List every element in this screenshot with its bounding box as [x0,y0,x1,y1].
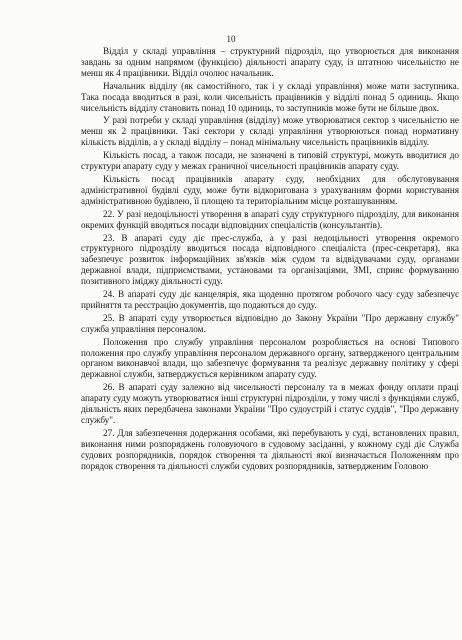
paragraph: Положення про службу управління персоналом розробляється на основі Типового положення про службу управління персоналом державного органу, затвердженого центральним органом виконавчої влади, що забезпечує формування та реалізує державну політику у сфері державної служби, затверджується керівником апарату суду. [81,336,459,380]
paragraph: 26. В апараті суду залежно від чисельності персоналу та в межах фонду оплати праці апарату суду можуть утворюватися інші структурні підрозділи, у тому числі з функціями служб, діяльність яких передбачена законами України "Про судоустрій і статус суддів", "Про державну службу". [81,382,459,425]
paragraph: У разі потреби у складі управління (відділу) може утворюватися сектор з чисельністю не менш як 2 працівники. Такі сектори у складі управління утворюються понад нормативну кількість відділів, а у складі відділу – понад мінімальну чисельність працівників відділу. [81,115,459,148]
paragraph: 24. В апараті суду діє канцелярія, яка щоденно протягом робочого часу суду забезпечує прийняття та реєстрацію документів, що подаються до суду. [81,289,459,310]
paragraph: 22. У разі недоцільності утворення в апараті суду структурного підрозділу, для виконання окремих функцій вводяться посади відповідних спеціалістів (консультантів). [81,208,459,230]
paragraph: Кількість посад, а також посади, не зазначені в типовій структурі, можуть вводитися до структури апарату суду у межах граничної чисельності працівників апарату суду. [81,150,459,172]
paragraph: 27. Для забезпечення додержання особами, які перебувають у суді, встановлених правил, виконання ними розпоряджень головуючого в судовому засіданні, у кожному суді діє Служба судових розпорядників, порядок створення та діяльності якої визначається Положенням про порядок створення та діяльності служби судових розпорядників, затвердженим Головою [81,427,459,471]
document-body [81,46,459,474]
paragraph: Кількість посад працівників апарату суду, необхідних для обслуговування адміністративної будівлі суду, може бути відкоригована з урахуванням форми користування адміністративною будівлею, її площею та територіальним місце розташуванням. [81,173,459,206]
paragraph: Начальник відділу (як самостійного, так і у складі управління) може мати заступника. Така посада вводиться в разі, коли чисельність працівників у відділі понад 5 одиниць. Якщо чисельність відділу становить понад 10 одиниць, то заступників може бути не більше двох. [81,80,459,113]
page-number: 10 [226,34,236,44]
paragraph: 23. В апараті суду діє прес-служба, а у разі недоцільності утворення окремого структурного підрозділу вводиться посада відповідного спеціаліста (прес-секретаря), яка забезпечує розвиток інформаційних зв'язків між судом та відвідувачами суду, органами державної влади, підприємствами, установами та організаціями, ЗМІ, сприяє формуванню позитивного іміджу діяльності суду. [81,232,459,287]
paragraph: Відділ у складі управління – структурний підрозділ, що утворюється для виконання завдань за одним напрямом (функцією) діяльності апарату суду, із штатною чисельністю не менш як 4 працівники. Відділ очолює начальник. [81,46,459,78]
paragraph: 25. В апараті суду утворюється відповідно до Закону України "Про державну службу" служба управління персоналом. [81,312,459,334]
